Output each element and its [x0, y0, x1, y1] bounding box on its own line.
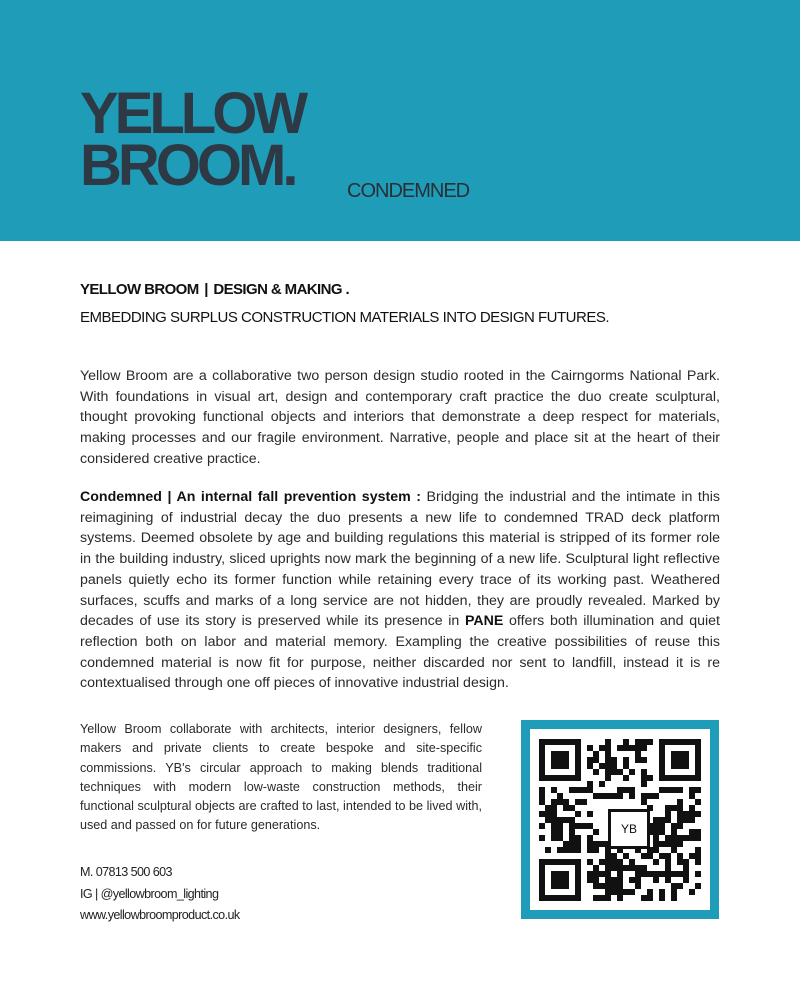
qr-module [599, 871, 605, 877]
qr-module [695, 835, 701, 841]
qr-module [569, 817, 575, 823]
qr-code[interactable] [530, 729, 710, 910]
qr-module [653, 793, 659, 799]
qr-module [563, 805, 569, 811]
qr-module [539, 811, 545, 817]
qr-module [605, 877, 611, 883]
qr-module [641, 871, 647, 877]
qr-module [671, 889, 677, 895]
qr-module [545, 805, 551, 811]
qr-module [599, 781, 605, 787]
qr-module [689, 805, 695, 811]
qr-module [629, 769, 635, 775]
qr-module [605, 751, 611, 757]
qr-module [545, 811, 551, 817]
qr-module [647, 853, 653, 859]
qr-module [569, 805, 575, 811]
heading-separator: | [204, 281, 208, 298]
qr-module [677, 811, 683, 817]
qr-module [671, 787, 677, 793]
qr-module [587, 787, 593, 793]
qr-module [623, 739, 629, 745]
qr-module [581, 787, 587, 793]
qr-module [695, 799, 701, 805]
qr-module [605, 763, 611, 769]
qr-module [551, 787, 557, 793]
qr-module [665, 805, 671, 811]
qr-module [629, 745, 635, 751]
discipline-label: DESIGN & MAKING [213, 281, 342, 298]
qr-module [683, 871, 689, 877]
qr-module [575, 841, 581, 847]
qr-module [569, 841, 575, 847]
qr-module [551, 835, 557, 841]
qr-module [617, 889, 623, 895]
qr-module [623, 865, 629, 871]
qr-module [653, 847, 659, 853]
qr-module [593, 757, 599, 763]
qr-module [539, 823, 545, 829]
qr-module [557, 829, 563, 835]
qr-module [659, 853, 665, 859]
qr-module [647, 895, 653, 901]
qr-module [599, 841, 605, 847]
qr-module [593, 841, 599, 847]
qr-module [569, 823, 575, 829]
qr-module [611, 859, 617, 865]
qr-module [665, 871, 671, 877]
qr-module [587, 757, 593, 763]
qr-module [587, 763, 593, 769]
qr-module [695, 787, 701, 793]
qr-module [629, 787, 635, 793]
qr-module [587, 745, 593, 751]
qr-module [689, 787, 695, 793]
qr-module [623, 775, 629, 781]
condemned-lead: Condemned | An internal fall prevention system : [80, 489, 421, 505]
collection-subtitle: CONDEMNED [347, 180, 470, 202]
qr-module [575, 799, 581, 805]
qr-module [599, 859, 605, 865]
qr-module [677, 883, 683, 889]
qr-module [575, 835, 581, 841]
qr-module [671, 871, 677, 877]
qr-module [617, 865, 623, 871]
qr-module [653, 877, 659, 883]
condemned-description [80, 487, 720, 694]
qr-module [647, 739, 653, 745]
qr-module [677, 805, 683, 811]
qr-module [551, 805, 557, 811]
condemned-text-b: offers both illumination and quiet reflection both on labor and material memory. Exampling the creative possibilities of reuse this condemned material is now fit for purpose, neither discarded nor sent to landfill, instead it is re contextualised through one off pieces of innovative industrial design. [80, 613, 720, 692]
qr-module [683, 817, 689, 823]
qr-module [635, 871, 641, 877]
qr-module [653, 823, 659, 829]
qr-module [623, 757, 629, 763]
qr-module [569, 835, 575, 841]
logo-line-1: YELLOW [80, 81, 305, 146]
qr-module [671, 835, 677, 841]
qr-module [599, 763, 605, 769]
qr-module [557, 817, 563, 823]
qr-module [677, 799, 683, 805]
qr-module [605, 739, 611, 745]
qr-module [641, 745, 647, 751]
qr-module [659, 817, 665, 823]
qr-module [659, 829, 665, 835]
qr-module [539, 787, 545, 793]
qr-module [641, 775, 647, 781]
qr-module [605, 775, 611, 781]
qr-module [563, 847, 569, 853]
qr-module [545, 847, 551, 853]
qr-module [617, 793, 623, 799]
qr-module [671, 805, 677, 811]
qr-module [677, 841, 683, 847]
qr-module [665, 787, 671, 793]
qr-module [647, 793, 653, 799]
qr-module [623, 745, 629, 751]
qr-module [671, 841, 677, 847]
qr-module [593, 847, 599, 853]
qr-badge: YB [608, 809, 650, 849]
qr-module [695, 847, 701, 853]
qr-module [551, 811, 557, 817]
tagline: EMBEDDING SURPLUS CONSTRUCTION MATERIALS INTO DESIGN FUTURES. [80, 309, 610, 326]
qr-module [587, 841, 593, 847]
qr-module [611, 793, 617, 799]
qr-module [689, 853, 695, 859]
qr-module [665, 865, 671, 871]
qr-module [551, 799, 557, 805]
qr-module [605, 853, 611, 859]
qr-module [605, 871, 611, 877]
collaboration-description: Yellow Broom collaborate with architects, interior designers, fellow makers and private clients to create bespoke and site-specific commissions. YB's circular approach to making blends traditional techniques with modern low-waste construction methods, their functional sculptural objects are crafted to last, intended to be lived with, used and passed on for future generations. [80, 722, 482, 833]
qr-module [659, 895, 665, 901]
qr-module [677, 859, 683, 865]
qr-module [659, 823, 665, 829]
qr-module [683, 865, 689, 871]
instagram-handle[interactable]: IG | @yellowbroom_lighting [80, 886, 219, 901]
studio-description: Yellow Broom are a collaborative two person design studio rooted in the Cairngorms National Park. With foundations in visual art, design and contemporary craft practice the duo create sculptural, thought provoking functional objects and interiors that demonstrate a deep respect for materials, making processes and our fragile environment. Narrative, people and place sit at the heart of their considered creative practice. [80, 368, 720, 467]
qr-module [617, 877, 623, 883]
qr-module [641, 739, 647, 745]
qr-module [695, 853, 701, 859]
qr-module [695, 811, 701, 817]
qr-module [617, 895, 623, 901]
qr-module [629, 793, 635, 799]
qr-module [611, 757, 617, 763]
qr-module [641, 769, 647, 775]
qr-module [611, 865, 617, 871]
qr-module [671, 829, 677, 835]
qr-module [539, 793, 545, 799]
qr-module [557, 847, 563, 853]
qr-module [695, 871, 701, 877]
qr-module [677, 835, 683, 841]
qr-module [665, 835, 671, 841]
qr-module [551, 823, 557, 829]
qr-module [641, 895, 647, 901]
qr-module [671, 883, 677, 889]
qr-module [593, 871, 599, 877]
qr-module [569, 847, 575, 853]
qr-module [665, 853, 671, 859]
qr-module [593, 751, 599, 757]
qr-module [623, 787, 629, 793]
qr-module [605, 745, 611, 751]
qr-module [623, 853, 629, 859]
qr-module [659, 787, 665, 793]
qr-module [647, 775, 653, 781]
header-banner [0, 0, 800, 241]
intro-heading [80, 281, 349, 298]
qr-module [677, 853, 683, 859]
qr-module [641, 865, 647, 871]
qr-module [629, 865, 635, 871]
qr-module [587, 871, 593, 877]
qr-module [617, 871, 623, 877]
qr-module [605, 865, 611, 871]
qr-module [593, 877, 599, 883]
qr-module [689, 811, 695, 817]
qr-module [659, 871, 665, 877]
qr-module [665, 859, 671, 865]
qr-module [629, 889, 635, 895]
qr-module [683, 811, 689, 817]
qr-module [599, 745, 605, 751]
qr-module [605, 859, 611, 865]
qr-module [605, 793, 611, 799]
qr-module [575, 823, 581, 829]
qr-module [677, 871, 683, 877]
qr-module [593, 769, 599, 775]
qr-module [695, 883, 701, 889]
qr-module [689, 817, 695, 823]
qr-module [617, 787, 623, 793]
qr-module [617, 859, 623, 865]
qr-module [665, 811, 671, 817]
qr-module [665, 817, 671, 823]
qr-module [623, 889, 629, 895]
pane-highlight: PANE [464, 613, 504, 630]
qr-module [635, 745, 641, 751]
qr-module [677, 817, 683, 823]
qr-module [659, 889, 665, 895]
qr-module [599, 883, 605, 889]
qr-module [653, 841, 659, 847]
qr-module [677, 787, 683, 793]
qr-module [605, 889, 611, 895]
qr-module [587, 781, 593, 787]
qr-module [647, 889, 653, 895]
qr-module [629, 877, 635, 883]
condemned-text-a: Bridging the industrial and the intimate in this reimagining of industrial decay the duo presents a new life to condemned TRAD deck platform systems. Deemed obsolete by age and building regulations this material is stripped of its former role in the building industry, sliced uprights now mark the beginning of a new life. Sculptural light reflective panels quietly echo its former function while retaining every trace of its working past. Weathered surfaces, scuffs and marks of a long service are not hidden, they are proudly revealed. Marked by decades of use its story is preserved while its presence in [80, 489, 720, 630]
qr-module [647, 871, 653, 877]
qr-module [557, 823, 563, 829]
qr-module [635, 877, 641, 883]
qr-module [689, 889, 695, 895]
qr-module [563, 817, 569, 823]
qr-module [575, 847, 581, 853]
qr-module [653, 871, 659, 877]
qr-module [587, 811, 593, 817]
qr-module [641, 793, 647, 799]
qr-module [593, 865, 599, 871]
qr-module [587, 823, 593, 829]
qr-module [569, 787, 575, 793]
phone-number: M. 07813 500 603 [80, 865, 172, 879]
qr-module [653, 829, 659, 835]
qr-module [581, 823, 587, 829]
qr-module [671, 847, 677, 853]
qr-module [641, 757, 647, 763]
qr-code-frame [521, 720, 719, 919]
qr-module [659, 841, 665, 847]
qr-module [587, 847, 593, 853]
qr-module [653, 817, 659, 823]
qr-module [695, 859, 701, 865]
qr-module [611, 883, 617, 889]
qr-module [635, 865, 641, 871]
qr-module [593, 883, 599, 889]
qr-module [581, 799, 587, 805]
brand-name: YELLOW BROOM [80, 281, 199, 298]
contact-block [80, 862, 240, 927]
qr-module [683, 859, 689, 865]
qr-module [611, 877, 617, 883]
website-link[interactable]: www.yellowbroomproduct.co.uk [80, 908, 240, 922]
qr-module [611, 853, 617, 859]
qr-module [641, 781, 647, 787]
qr-module [557, 835, 563, 841]
qr-module [563, 799, 569, 805]
logo-line-2: BROOM. [80, 133, 295, 198]
qr-module [623, 763, 629, 769]
qr-module [695, 829, 701, 835]
qr-module [641, 799, 647, 805]
qr-module [671, 823, 677, 829]
qr-module [617, 745, 623, 751]
heading-end: . [345, 281, 350, 298]
qr-module [539, 835, 545, 841]
qr-module [605, 769, 611, 775]
qr-module [551, 829, 557, 835]
qr-module [587, 859, 593, 865]
qr-module [599, 895, 605, 901]
qr-module [557, 793, 563, 799]
qr-module [671, 895, 677, 901]
qr-module [665, 877, 671, 883]
qr-module [635, 739, 641, 745]
qr-module [683, 835, 689, 841]
qr-module [593, 829, 599, 835]
qr-module [569, 829, 575, 835]
qr-module [587, 835, 593, 841]
qr-module [611, 769, 617, 775]
yellow-broom-logo [80, 81, 305, 198]
qr-module [683, 877, 689, 883]
qr-module [689, 835, 695, 841]
qr-module [629, 859, 635, 865]
qr-module [551, 817, 557, 823]
qr-module [635, 883, 641, 889]
qr-module [587, 877, 593, 883]
qr-module [605, 895, 611, 901]
qr-module [599, 793, 605, 799]
qr-module [605, 757, 611, 763]
qr-module [617, 883, 623, 889]
qr-module [677, 823, 683, 829]
qr-module [635, 757, 641, 763]
qr-module [617, 769, 623, 775]
qr-module [605, 883, 611, 889]
qr-module [563, 841, 569, 847]
qr-module [611, 763, 617, 769]
qr-module [575, 811, 581, 817]
qr-module [593, 793, 599, 799]
qr-module [593, 895, 599, 901]
qr-module [557, 799, 563, 805]
qr-module [545, 817, 551, 823]
qr-module [689, 829, 695, 835]
qr-module [641, 853, 647, 859]
qr-module [611, 889, 617, 895]
qr-module [689, 793, 695, 799]
qr-module [665, 841, 671, 847]
qr-module [653, 835, 659, 841]
qr-module [575, 787, 581, 793]
qr-module [635, 751, 641, 757]
qr-module [539, 799, 545, 805]
qr-module [653, 859, 659, 865]
